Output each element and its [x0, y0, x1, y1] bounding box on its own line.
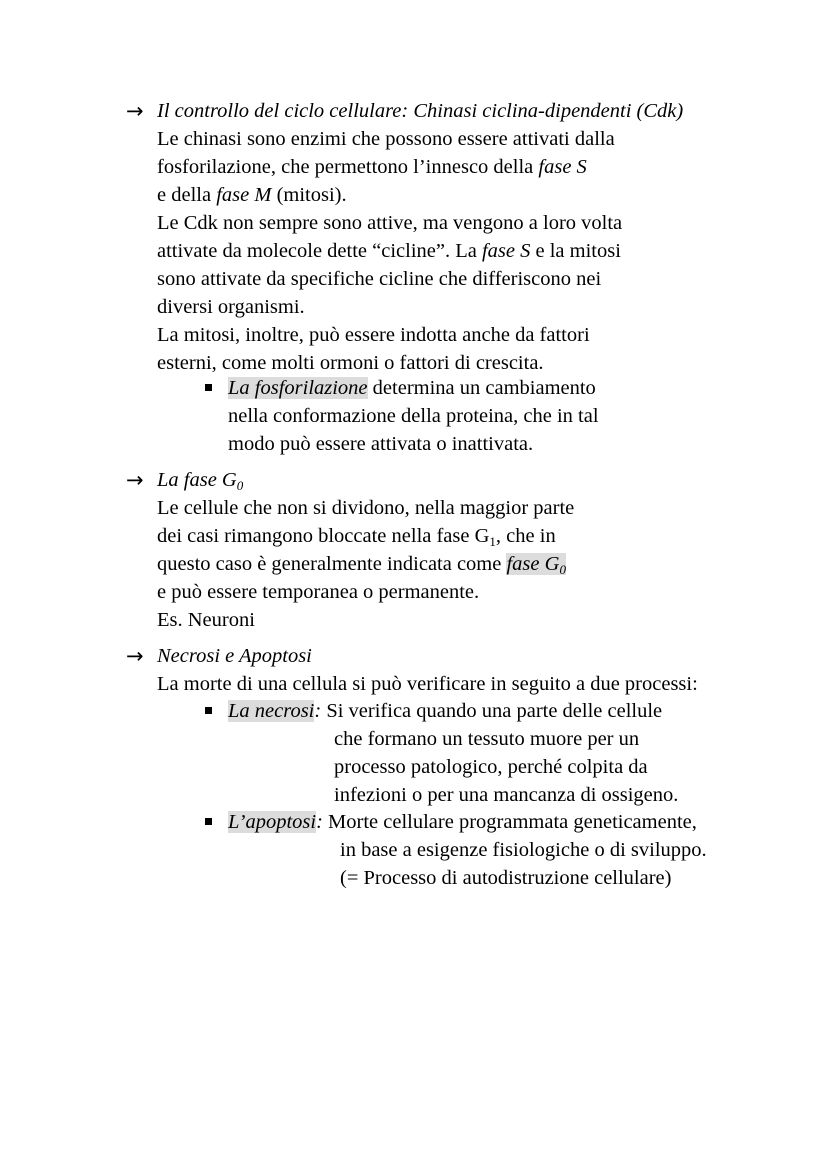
bullet-line: [228, 697, 662, 725]
text-span: Morte cellulare programmata geneticamente,: [322, 811, 697, 833]
text-line: [157, 550, 566, 578]
text-line: modo può essere attivata o inattivata.: [228, 433, 534, 455]
subscript: 0: [236, 478, 244, 493]
text-line: in base a esigenze fisiologiche o di sviluppo.: [340, 839, 707, 861]
text-line: [157, 153, 587, 181]
italic-colon: :: [316, 811, 323, 833]
highlighted-term: [506, 553, 565, 575]
arrow-icon: →: [126, 468, 144, 492]
highlighted-term: L’apoptosi: [228, 811, 317, 833]
arrow-icon: →: [126, 644, 144, 668]
text-span: e della: [157, 184, 217, 206]
text-span: questo caso è generalmente indicata come: [157, 553, 507, 575]
bullet-line: [228, 374, 596, 402]
bullet-square-icon: [205, 707, 212, 714]
highlighted-term: La fosforilazione: [228, 377, 368, 399]
section3-heading: [157, 642, 312, 670]
subscript: 0: [559, 562, 566, 577]
italic-term: fase G: [506, 553, 560, 575]
subscript: 1: [489, 534, 496, 549]
italic-colon: :: [314, 700, 322, 722]
section2-heading: [157, 466, 243, 494]
text-line: [157, 237, 621, 265]
text-line: Es. Neuroni: [157, 609, 255, 631]
text-line: infezioni o per una mancanza di ossigeno.: [334, 784, 679, 806]
text-line: diversi organismi.: [157, 296, 305, 318]
text-line: processo patologico, perché colpita da: [334, 756, 648, 778]
arrow-icon: →: [126, 99, 144, 123]
text-span: e la mitosi: [530, 240, 621, 262]
text-line: La mitosi, inoltre, può essere indotta anche da fattori: [157, 324, 590, 346]
text-span: determina un cambiamento: [367, 377, 596, 399]
text-line: esterni, come molti ormoni o fattori di crescita.: [157, 352, 544, 374]
bullet-square-icon: [205, 818, 212, 825]
text-line: Le Cdk non sempre sono attive, ma vengono a loro volta: [157, 212, 623, 234]
italic-term: fase M: [216, 184, 272, 206]
text-span: , che in: [495, 525, 556, 547]
text-span: attivate da molecole dette “cicline”. La: [157, 240, 482, 262]
section2-title: La fase G: [157, 469, 237, 491]
text-span: (mitosi).: [271, 184, 347, 206]
text-line: Le chinasi sono enzimi che possono essere attivati dalla: [157, 128, 615, 150]
italic-term: fase S: [481, 240, 531, 262]
text-line: che formano un tessuto muore per un: [334, 728, 640, 750]
text-line: e può essere temporanea o permanente.: [157, 581, 480, 603]
italic-term: fase S: [538, 156, 587, 178]
text-span: Si verifica quando una parte delle cellule: [321, 700, 663, 722]
text-line: [157, 181, 347, 209]
text-line: Le cellule che non si dividono, nella maggior parte: [157, 497, 575, 519]
section3-title: Necrosi e Apoptosi: [157, 645, 312, 667]
section1-title: Il controllo del ciclo cellulare: Chinasi ciclina-dipendenti (Cdk): [157, 100, 684, 122]
text-span: fosforilazione, che permettono l’innesco della: [157, 156, 539, 178]
text-line: sono attivate da specifiche cicline che differiscono nei: [157, 268, 602, 290]
text-line: nella conformazione della proteina, che in tal: [228, 405, 599, 427]
section1-heading: [157, 97, 683, 125]
text-line: [157, 522, 556, 550]
text-line: (= Processo di autodistruzione cellulare): [340, 867, 672, 889]
text-line: La morte di una cellula si può verificare in seguito a due processi:: [157, 673, 698, 695]
highlighted-term: La necrosi: [228, 700, 315, 722]
text-span: dei casi rimangono bloccate nella fase G: [157, 525, 490, 547]
bullet-line: [228, 808, 697, 836]
bullet-square-icon: [205, 384, 212, 391]
